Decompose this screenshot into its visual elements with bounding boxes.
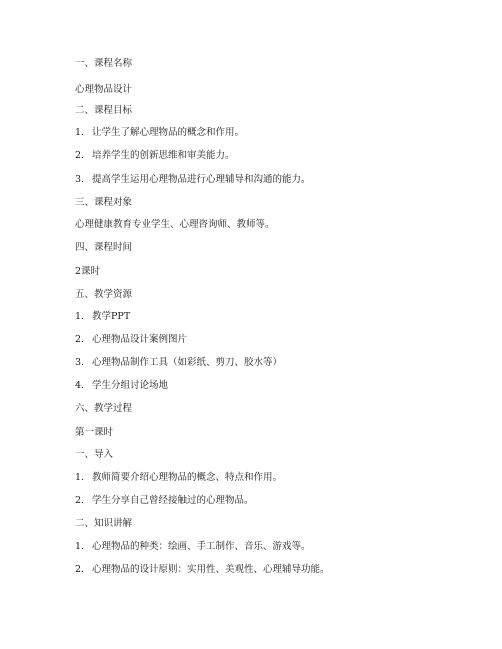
list-number: 4. xyxy=(75,380,85,391)
list-number: 2. xyxy=(75,150,85,161)
list-item xyxy=(75,174,311,186)
list-text: 心理物品的设计原则：实用性、美观性、心理辅导功能。 xyxy=(92,564,330,575)
list-number: 2. xyxy=(75,334,85,345)
list-item xyxy=(75,357,282,369)
list-number: 2. xyxy=(75,495,85,506)
list-number: 1. xyxy=(75,127,85,138)
list-item xyxy=(75,564,330,576)
list-number: 1. xyxy=(75,472,85,483)
section-heading: 二、课程目标 xyxy=(75,105,133,116)
section-heading: 六、教学过程 xyxy=(75,403,133,414)
list-number: 1. xyxy=(75,541,85,552)
paragraph: 心理健康教育专业学生、心理咨询师、教师等。 xyxy=(75,219,275,230)
paragraph: 心理物品设计 xyxy=(75,84,133,95)
list-number: 1. xyxy=(75,311,85,322)
list-item xyxy=(75,495,254,507)
list-text: 提高学生运用心理物品进行心理辅导和沟通的能力。 xyxy=(92,174,311,185)
section-heading: 一、课程名称 xyxy=(75,58,133,69)
list-text: 心理物品制作工具（如彩纸、剪刀、胶水等） xyxy=(92,357,283,368)
section-heading: 四、课程时间 xyxy=(75,242,133,253)
list-item xyxy=(75,380,168,392)
list-text: 让学生了解心理物品的概念和作用。 xyxy=(92,127,245,138)
list-number: 3. xyxy=(75,174,85,185)
list-number: 2. xyxy=(75,564,85,575)
section-heading: 一、导入 xyxy=(75,449,114,460)
list-text: 心理物品设计案例图片 xyxy=(92,334,188,345)
section-heading: 二、知识讲解 xyxy=(75,518,133,529)
list-text: 教学PPT xyxy=(92,311,131,322)
list-item xyxy=(75,334,187,346)
paragraph: 第一课时 xyxy=(75,427,114,438)
list-item xyxy=(75,127,244,139)
list-item xyxy=(75,150,235,162)
list-item xyxy=(75,472,282,484)
list-text: 学生分享自己曾经接触过的心理物品。 xyxy=(92,495,254,506)
list-number: 3. xyxy=(75,357,85,368)
section-heading: 五、教学资源 xyxy=(75,289,133,300)
section-heading: 三、课程对象 xyxy=(75,197,133,208)
list-text: 学生分组讨论场地 xyxy=(92,380,169,391)
list-item xyxy=(75,311,130,323)
list-text: 心理物品的种类：绘画、手工制作、音乐、游戏等。 xyxy=(92,541,311,552)
list-item xyxy=(75,541,311,553)
list-text: 培养学生的创新思维和审美能力。 xyxy=(92,150,235,161)
list-text: 教师简要介绍心理物品的概念、特点和作用。 xyxy=(92,472,283,483)
paragraph: 2课时 xyxy=(75,266,101,277)
